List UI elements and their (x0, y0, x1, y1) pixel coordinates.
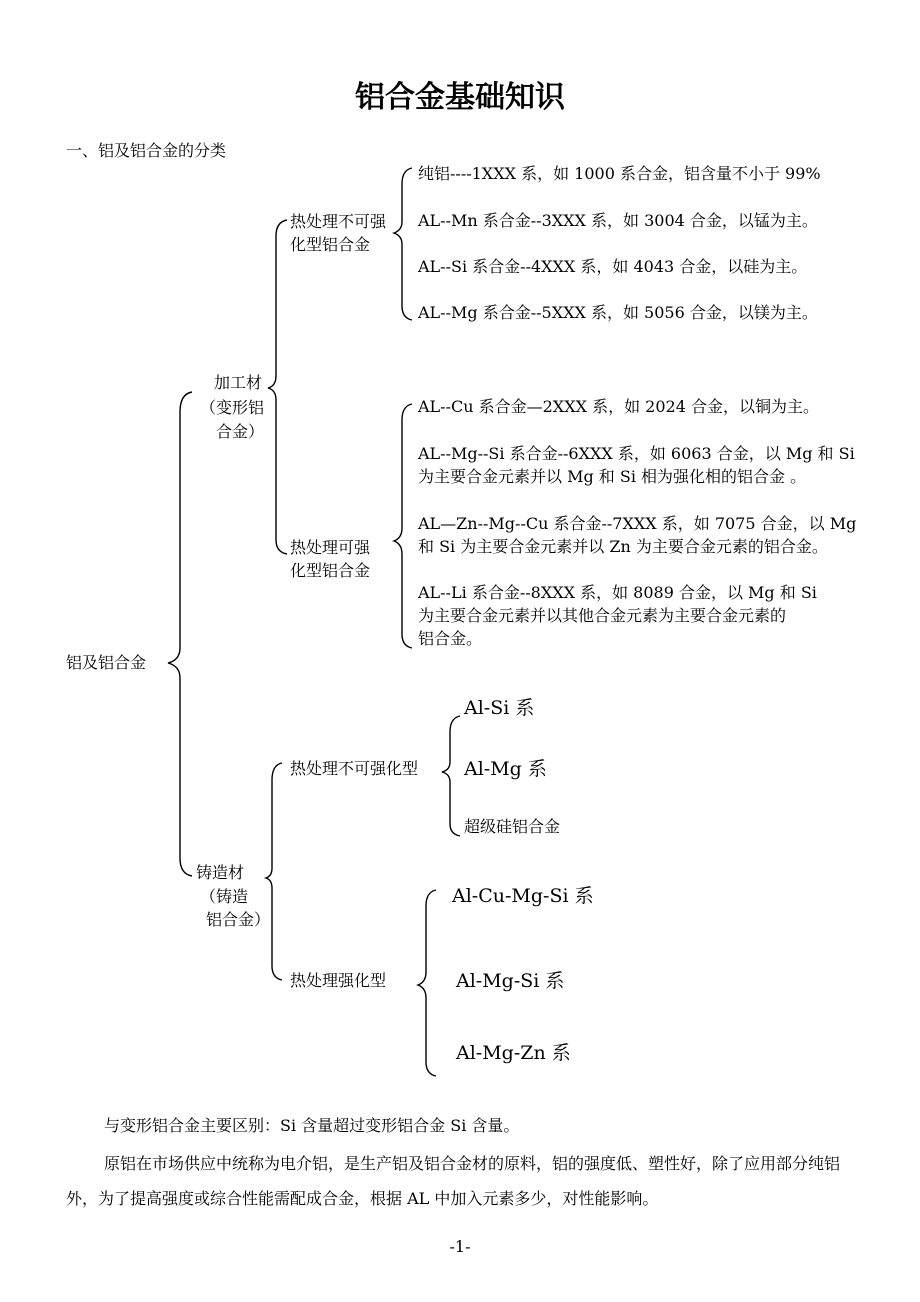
wrought-nht-brace (394, 168, 412, 320)
wrought-ht-item-cont: 为主要合金元素并以 Mg 和 Si 相为强化相的铝合金 。 (418, 467, 807, 486)
cast-ht-brace (418, 890, 436, 1076)
cast-nht-brace (442, 716, 460, 836)
cast-ht-item: Al-Cu-Mg-Si 系 (452, 885, 594, 907)
cast-label-line-2: （铸造 (200, 887, 249, 906)
page-number: -1- (449, 1237, 471, 1256)
cast-ht-label: 热处理强化型 (290, 971, 387, 990)
cast-nht-item: Al-Mg 系 (464, 758, 547, 780)
wrought-ht-brace (394, 404, 412, 648)
wrought-ht-label-line-2: 化型铝合金 (290, 561, 371, 580)
cast-nht-item: Al-Si 系 (464, 697, 535, 719)
wrought-ht-item-cont: 和 Si 为主要合金元素并以 Zn 为主要合金元素的铝合金。 (418, 537, 828, 556)
cast-nht-label: 热处理不可强化型 (290, 759, 419, 778)
wrought-ht-item-cont: 为主要合金元素并以其他合金元素为主要合金元素的 (418, 606, 787, 625)
body-paragraph: 原铝在市场供应中统称为电介铝，是生产铝及铝合金材的原料，铝的强度低、塑性好，除了应用部分纯铝外，为了提高强度或综合性能需配成合金，根据 AL 中加入元素多少，对性能影响。 (66, 1154, 841, 1208)
wrought-ht-item: AL--Li 系合金--8XXX 系，如 8089 合金，以 Mg 和 Si (418, 583, 817, 602)
wrought-ht-item-cont: 铝合金。 (418, 629, 483, 648)
cast-ht-item: Al-Mg-Zn 系 (456, 1042, 571, 1064)
wrought-label-line-1: 加工材 (214, 373, 263, 392)
wrought-brace (268, 220, 287, 554)
wrought-label-line-2: （变形铝 (200, 398, 265, 417)
wrought-ht-item: AL—Zn--Mg--Cu 系合金--7XXX 系，如 7075 合金，以 Mg (418, 514, 857, 533)
wrought-nht-label-line-2: 化型铝合金 (290, 235, 371, 254)
wrought-nht-item: 纯铝----1XXX 系，如 1000 系合金，铝含量不小于 99% (418, 164, 821, 183)
cast-label-line-1: 铸造材 (196, 863, 245, 882)
root-brace (168, 392, 192, 876)
wrought-nht-item: AL--Mg 系合金--5XXX 系，如 5056 合金，以镁为主。 (418, 303, 818, 322)
cast-ht-item: Al-Mg-Si 系 (456, 970, 565, 992)
note-paragraph: 与变形铝合金主要区别：Si 含量超过变形铝合金 Si 含量。 (104, 1116, 520, 1135)
wrought-ht-label-line-1: 热处理可强 (290, 538, 371, 557)
section-heading: 一、铝及铝合金的分类 (66, 141, 227, 160)
page-title: 铝合金基础知识 (355, 80, 565, 115)
wrought-label-line-3: 合金） (216, 422, 265, 441)
cast-brace (266, 763, 282, 980)
wrought-nht-item: AL--Si 系合金--4XXX 系，如 4043 合金，以硅为主。 (418, 257, 808, 276)
tree-root-label: 铝及铝合金 (66, 653, 147, 672)
wrought-nht-label-line-1: 热处理不可强 (290, 212, 387, 231)
cast-nht-item: 超级硅铝合金 (464, 817, 561, 836)
cast-label-line-3: 铝合金） (206, 910, 271, 929)
wrought-nht-item: AL--Mn 系合金--3XXX 系，如 3004 合金，以锰为主。 (418, 211, 818, 230)
wrought-ht-item: AL--Cu 系合金—2XXX 系，如 2024 合金，以铜为主。 (418, 397, 819, 416)
wrought-ht-item: AL--Mg--Si 系合金--6XXX 系，如 6063 合金，以 Mg 和 Si (418, 444, 855, 463)
